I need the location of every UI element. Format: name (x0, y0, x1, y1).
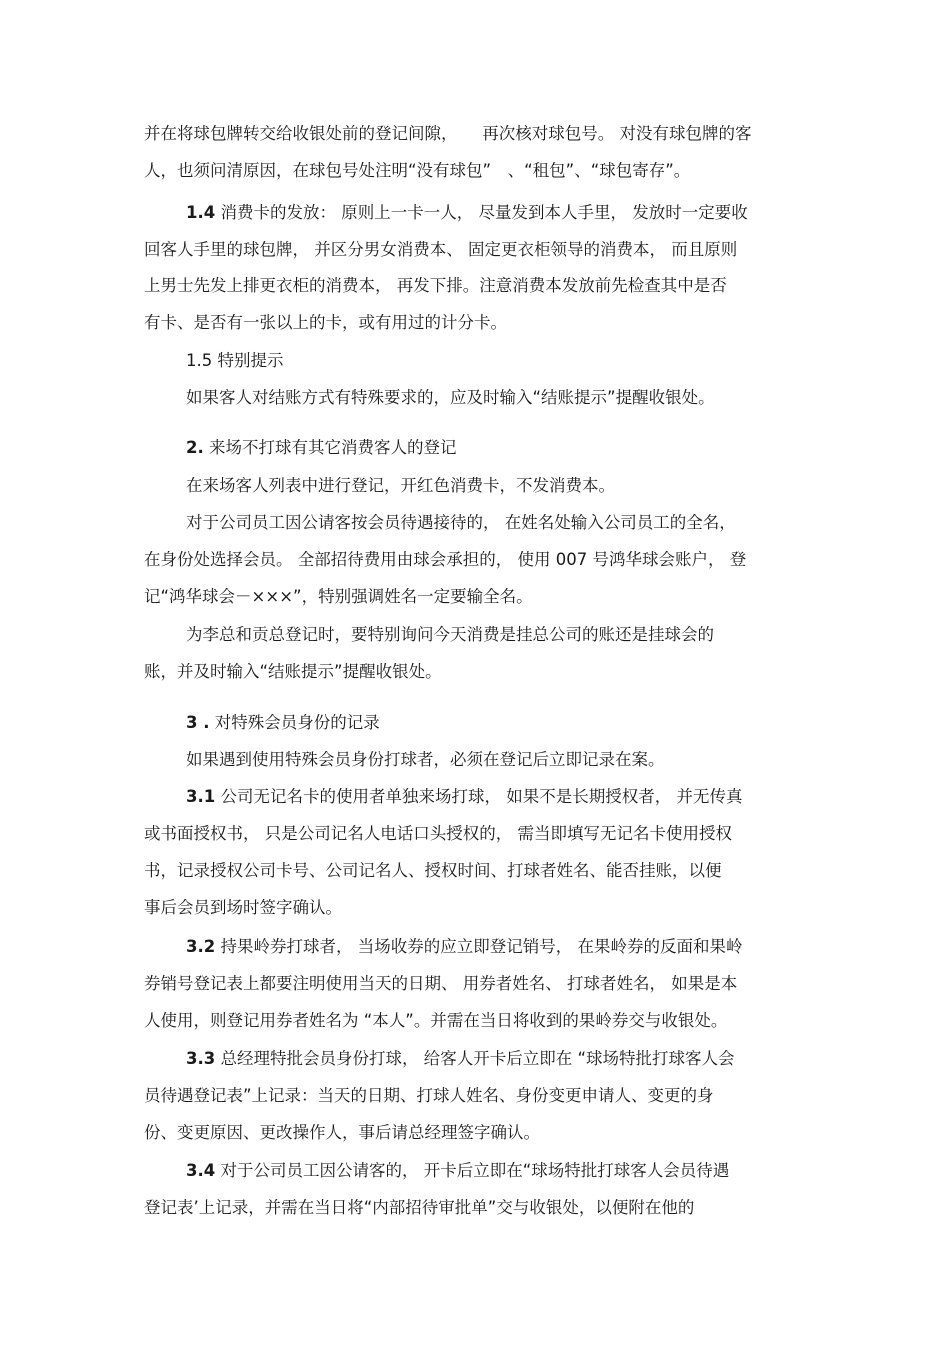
section-number: 2. (186, 438, 204, 457)
paragraph-line: 券销号登记表上都要注明使用当天的日期、 用券者姓名、 打球者姓名， 如果是本 (144, 974, 738, 993)
paragraph-line: 在来场客人列表中进行登记，开红色消费卡，不发消费本。 (186, 476, 615, 495)
section-1-5-heading: 1.5 特别提示 (186, 351, 284, 370)
section-number: 3.1 (186, 787, 216, 806)
paragraph-line: 回客人手里的球包牌， 并区分男女消费本、 固定更衣柜领导的消费本， 而且原则 (144, 240, 738, 259)
section-3-4-line: 3.4 对于公司员工因公请客的， 开卡后立即在“球场特批打球客人会员待遇 (186, 1161, 730, 1180)
section-1-4-line: 1.4 消费卡的发放： 原则上一卡一人， 尽量发到本人手里， 发放时一定要收 (186, 203, 748, 222)
paragraph-line: 员待遇登记表”上记录：当天的日期、打球人姓名、身份变更申请人、变更的身 (144, 1086, 714, 1105)
paragraph-line: 有卡、是否有一张以上的卡，或有用过的计分卡。 (144, 313, 507, 332)
paragraph-line: 在身份处选择会员。 全部招待费用由球会承担的， 使用 007 号鸿华球会账户， 登 (144, 550, 747, 569)
section-number: 3.3 (186, 1049, 216, 1068)
paragraph-line: 事后会员到场时签字确认。 (144, 898, 342, 917)
section-number: 3.2 (186, 937, 216, 956)
section-3-heading: 3 . 对特殊会员身份的记录 (186, 713, 380, 732)
paragraph-line: 并在将球包牌转交给收银处前的登记间隙， 再次核对球包号。 对没有球包牌的客 (144, 124, 752, 143)
section-number: 3 . (186, 713, 210, 732)
section-number: 1.5 (186, 351, 213, 370)
section-3-3-line: 3.3 总经理特批会员身份打球， 给客人开卡后立即在 “球场特批打球客人会 (186, 1049, 735, 1068)
paragraph-line: 书，记录授权公司卡号、公司记名人、授权时间、打球者姓名、能否挂账，以便 (144, 861, 722, 880)
paragraph-line: 为李总和贡总登记时，要特别询问今天消费是挂总公司的账还是挂球会的 (186, 625, 714, 644)
paragraph-line: 如果遇到使用特殊会员身份打球者，必须在登记后立即记录在案。 (186, 750, 665, 769)
section-3-1-line: 3.1 公司无记名卡的使用者单独来场打球， 如果不是长期授权者， 并无传真 (186, 787, 743, 806)
section-2-heading: 2. 来场不打球有其它消费客人的登记 (186, 438, 457, 457)
paragraph-line: 账，并及时输入“结账提示”提醒收银处。 (144, 662, 442, 681)
section-number: 1.4 (186, 203, 216, 222)
paragraph-line: 份、变更原因、更改操作人，事后请总经理签字确认。 (144, 1123, 540, 1142)
paragraph-line: 人使用，则登记用券者姓名为 “本人”。并需在当日将收到的果岭券交与收银处。 (144, 1011, 728, 1030)
section-number: 3.4 (186, 1161, 216, 1180)
paragraph-line: 登记表’上记录，并需在当日将“内部招待审批单”交与收银处，以便附在他的 (144, 1198, 695, 1217)
paragraph-line: 如果客人对结账方式有特殊要求的，应及时输入“结账提示”提醒收银处。 (186, 388, 715, 407)
paragraph-line: 记“鸿华球会－×××”，特别强调姓名一定要输全名。 (144, 587, 533, 606)
paragraph-line: 上男士先发上排更衣柜的消费本， 再发下排。注意消费本发放前先检查其中是否 (144, 276, 727, 295)
paragraph-line: 人，也须问清原因，在球包号处注明“没有球包” 、“租包”、“球包寄存”。 (144, 161, 691, 180)
paragraph-line: 对于公司员工因公请客按会员待遇接待的， 在姓名处输入公司员工的全名， (186, 513, 736, 532)
section-3-2-line: 3.2 持果岭券打球者， 当场收券的应立即登记销号， 在果岭券的反面和果岭 (186, 937, 743, 956)
paragraph-line: 或书面授权书， 只是公司记名人电话口头授权的， 需当即填写无记名卡使用授权 (144, 824, 732, 843)
